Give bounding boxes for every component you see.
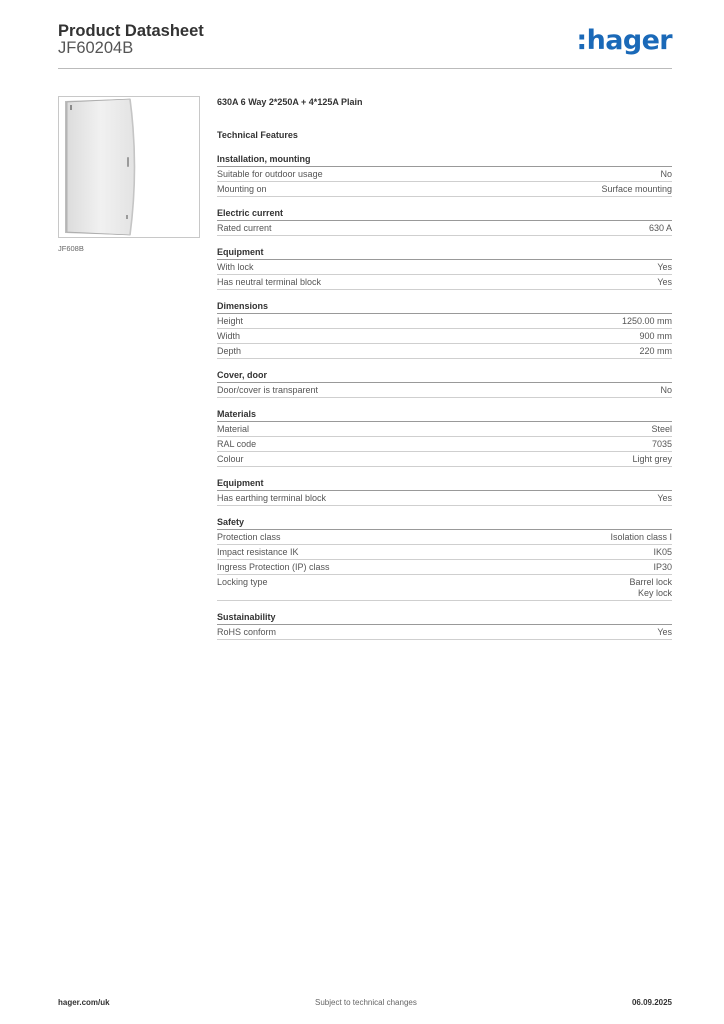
spec-value-line: IP30 (653, 562, 672, 572)
spec-value-line: Yes (657, 262, 672, 272)
spec-value-line: No (660, 385, 672, 395)
technical-features-title: Technical Features (217, 130, 298, 140)
spec-row (217, 452, 672, 467)
spec-row (217, 260, 672, 275)
spec-label: RAL code (217, 439, 257, 449)
spec-label: Locking type (217, 577, 268, 587)
spec-value-line: Surface mounting (601, 184, 672, 194)
spec-label: Rated current (217, 223, 272, 233)
header-divider (58, 68, 672, 69)
section-heading: Equipment (217, 246, 672, 260)
product-image (59, 97, 199, 237)
spec-value-line: 900 mm (639, 331, 672, 341)
page-footer (58, 998, 672, 1010)
spec-section (217, 369, 672, 398)
section-heading: Cover, door (217, 369, 672, 383)
spec-row (217, 329, 672, 344)
spec-value-line: Steel (651, 424, 672, 434)
spec-row (217, 575, 672, 601)
spec-value (657, 262, 672, 273)
product-image-frame (58, 96, 200, 238)
section-heading: Installation, mounting (217, 153, 672, 167)
spec-section (217, 516, 672, 601)
spec-value-line: Isolation class I (610, 532, 672, 542)
spec-label: Width (217, 331, 241, 341)
spec-label: RoHS conform (217, 627, 277, 637)
spec-sections (217, 153, 672, 640)
spec-row (217, 383, 672, 398)
document-title: Product Datasheet (58, 22, 204, 40)
spec-row (217, 275, 672, 290)
spec-value-line: No (660, 169, 672, 179)
spec-section (217, 300, 672, 359)
spec-row (217, 437, 672, 452)
section-heading: Equipment (217, 477, 672, 491)
spec-label: Impact resistance IK (217, 547, 299, 557)
footer-date: 06.09.2025 (631, 998, 672, 1007)
spec-label: Depth (217, 346, 242, 356)
spec-value (660, 169, 672, 180)
spec-label: Height (217, 316, 244, 326)
spec-label: Protection class (217, 532, 281, 542)
spec-value (651, 424, 672, 435)
spec-value (653, 562, 672, 573)
footer-website-link[interactable]: hager.com/uk (58, 998, 110, 1007)
spec-section (217, 246, 672, 290)
section-heading: Safety (217, 516, 672, 530)
footer-notice: Subject to technical changes (315, 998, 417, 1007)
spec-value (639, 331, 672, 342)
spec-value (629, 577, 672, 599)
spec-value-line: Yes (657, 277, 672, 287)
product-reference: JF60204B (58, 39, 134, 57)
spec-label: Colour (217, 454, 244, 464)
spec-value-line: Yes (657, 493, 672, 503)
spec-label: Door/cover is transparent (217, 385, 319, 395)
spec-row (217, 314, 672, 329)
section-heading: Sustainability (217, 611, 672, 625)
spec-value (649, 223, 672, 234)
spec-label: Has earthing terminal block (217, 493, 327, 503)
spec-value-line: Light grey (632, 454, 672, 464)
hager-logo (576, 27, 672, 54)
spec-section (217, 611, 672, 640)
spec-value-line: 630 A (648, 223, 672, 233)
section-heading: Dimensions (217, 300, 672, 314)
logo-text: :hager (576, 25, 672, 56)
spec-label: With lock (217, 262, 254, 272)
spec-value-line: Yes (657, 627, 672, 637)
spec-value-line: IK05 (653, 547, 672, 557)
page-header (58, 20, 672, 70)
spec-label: Suitable for outdoor usage (217, 169, 323, 179)
spec-value (660, 385, 672, 396)
spec-row (217, 344, 672, 359)
spec-section (217, 153, 672, 197)
spec-value-line: 7035 (651, 439, 672, 449)
spec-value (657, 627, 672, 638)
spec-row (217, 167, 672, 182)
product-description: 630A 6 Way 2*250A + 4*125A Plain (217, 97, 363, 107)
spec-row (217, 221, 672, 236)
spec-value (657, 277, 672, 288)
spec-label: Has neutral terminal block (217, 277, 322, 287)
spec-row (217, 182, 672, 197)
spec-value (639, 346, 672, 357)
spec-label: Material (217, 424, 250, 434)
spec-value (653, 547, 672, 558)
specification-panel (217, 96, 672, 650)
spec-value (657, 493, 672, 504)
spec-row (217, 422, 672, 437)
spec-value (632, 454, 672, 465)
spec-row (217, 545, 672, 560)
spec-row (217, 625, 672, 640)
spec-row (217, 491, 672, 506)
image-caption: JF608B (58, 244, 84, 253)
spec-row (217, 530, 672, 545)
section-heading: Electric current (217, 207, 672, 221)
spec-value (652, 439, 672, 450)
spec-value (610, 532, 672, 543)
spec-value-line: 220 mm (639, 346, 672, 356)
spec-section (217, 477, 672, 506)
spec-label: Ingress Protection (IP) class (217, 562, 330, 572)
spec-value (622, 316, 672, 327)
spec-value (601, 184, 672, 195)
spec-value-line: Key lock (637, 588, 672, 598)
section-heading: Materials (217, 408, 672, 422)
spec-value-line: Barrel lock (629, 577, 672, 587)
spec-section (217, 207, 672, 236)
spec-label: Mounting on (217, 184, 267, 194)
spec-value-line: 1250.00 mm (621, 316, 672, 326)
spec-row (217, 560, 672, 575)
spec-section (217, 408, 672, 467)
